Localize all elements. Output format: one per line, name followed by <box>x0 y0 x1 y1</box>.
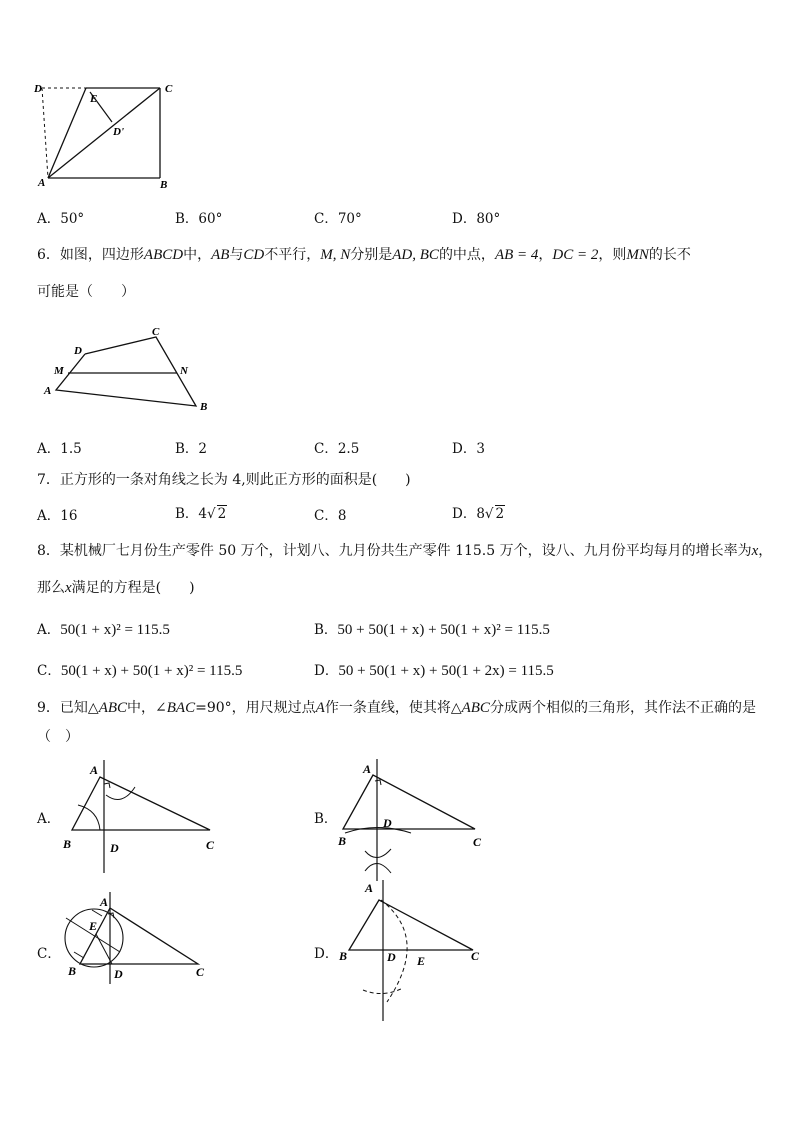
q9b-label-A: A <box>363 762 372 776</box>
q9a-label-A: A <box>90 763 99 777</box>
q9-figure-d <box>335 878 495 1023</box>
q7-option-c: C．8 <box>314 508 347 524</box>
q9d-label-C: C <box>471 949 480 963</box>
q9d-label-B: B <box>339 949 348 963</box>
q6-option-a: A．1.5 <box>37 441 82 457</box>
q6-label-A: A <box>44 385 52 397</box>
q5-label-B: B <box>160 179 168 191</box>
q6-label-B: B <box>200 401 208 413</box>
q9b-label-D: D <box>383 816 392 830</box>
q9d-label-A: A <box>365 881 374 895</box>
q9-figure-b <box>335 757 495 882</box>
q9c-label-B: B <box>68 964 77 978</box>
q9c-label-D: D <box>114 967 123 981</box>
q5-label-C: C <box>165 83 173 95</box>
q6-label-D: D <box>74 345 82 357</box>
q5-option-c: C．70° <box>314 211 362 227</box>
q5-option-b: B．60° <box>175 211 223 227</box>
q9a-label-D: D <box>110 841 119 855</box>
q8-question-line1: 8．某机械厂七月份生产零件 50 万个，计划八、九月份共生产零件 115.5 万个，设八、九月份平均每月的增长率为x， <box>37 543 773 559</box>
q7-question: 7．正方形的一条对角线之长为 4,则此正方形的面积是( ) <box>37 472 411 488</box>
q8-option-b: B．50 + 50(1 + x) + 50(1 + x)² = 115.5 <box>314 622 550 638</box>
q9d-label-E: E <box>417 954 426 968</box>
q6-option-d: D．3 <box>452 441 485 457</box>
q6-label-N: N <box>180 365 188 377</box>
q9c-label-E: E <box>89 919 98 933</box>
q6-figure <box>38 322 218 417</box>
q6-label-C: C <box>152 326 160 338</box>
q6-label-M: M <box>54 365 64 377</box>
q5-option-a: A．50° <box>37 211 85 227</box>
q9-option-d-label: D． <box>314 946 339 962</box>
q9a-label-C: C <box>206 838 215 852</box>
q7-option-a: A．16 <box>37 508 78 524</box>
q7-option-b: B．4√ 2 <box>175 506 227 522</box>
q9b-label-B: B <box>338 834 347 848</box>
q7-option-d-radicand: 2 <box>495 506 505 522</box>
q5-label-D: D <box>34 83 42 95</box>
q5-label-Dp: D' <box>113 126 124 138</box>
q9-question-line2: （ ） <box>37 729 79 745</box>
q6-option-c: C．2.5 <box>314 441 360 457</box>
q8-question-line2: 那么x满足的方程是( ) <box>37 580 195 596</box>
q5-label-E: E <box>90 93 98 105</box>
q6-option-b: B．2 <box>175 441 208 457</box>
q8-option-a: A．50(1 + x)² = 115.5 <box>37 622 170 638</box>
q8-option-c: C．50(1 + x) + 50(1 + x)² = 115.5 <box>37 663 243 679</box>
q9-option-a-label: A． <box>37 811 61 827</box>
q9-option-c-label: C． <box>37 946 61 962</box>
q9b-label-C: C <box>473 835 482 849</box>
q6-question-line1: 6．如图，四边形ABCD中，AB与CD不平行，M, N分别是AD, BC的中点，AB = 4，DC = 2，则MN的长不 <box>37 247 691 263</box>
q5-option-d: D．80° <box>452 211 501 227</box>
q6-question-line2: 可能是（ ） <box>37 284 135 300</box>
q7-option-d: D．8√ 2 <box>452 506 505 522</box>
q9-question-line1: 9．已知△ABC中，∠BAC=90°，用尺规过点A作一条直线，使其将△ABC分成两个相似的三角形，其作法不正确的是 <box>37 700 756 716</box>
q9a-label-B: B <box>63 837 72 851</box>
q9c-label-A: A <box>100 895 109 909</box>
q7-option-b-radicand: 2 <box>217 506 227 522</box>
q5-label-A: A <box>38 177 46 189</box>
q9c-label-C: C <box>196 965 205 979</box>
q9-figure-a <box>60 755 225 875</box>
q9d-label-D: D <box>387 950 396 964</box>
q9-figure-c <box>58 890 218 985</box>
q8-option-d: D．50 + 50(1 + x) + 50(1 + 2x) = 115.5 <box>314 663 554 679</box>
q5-figure <box>30 78 190 193</box>
q9-option-b-label: B． <box>314 811 338 827</box>
